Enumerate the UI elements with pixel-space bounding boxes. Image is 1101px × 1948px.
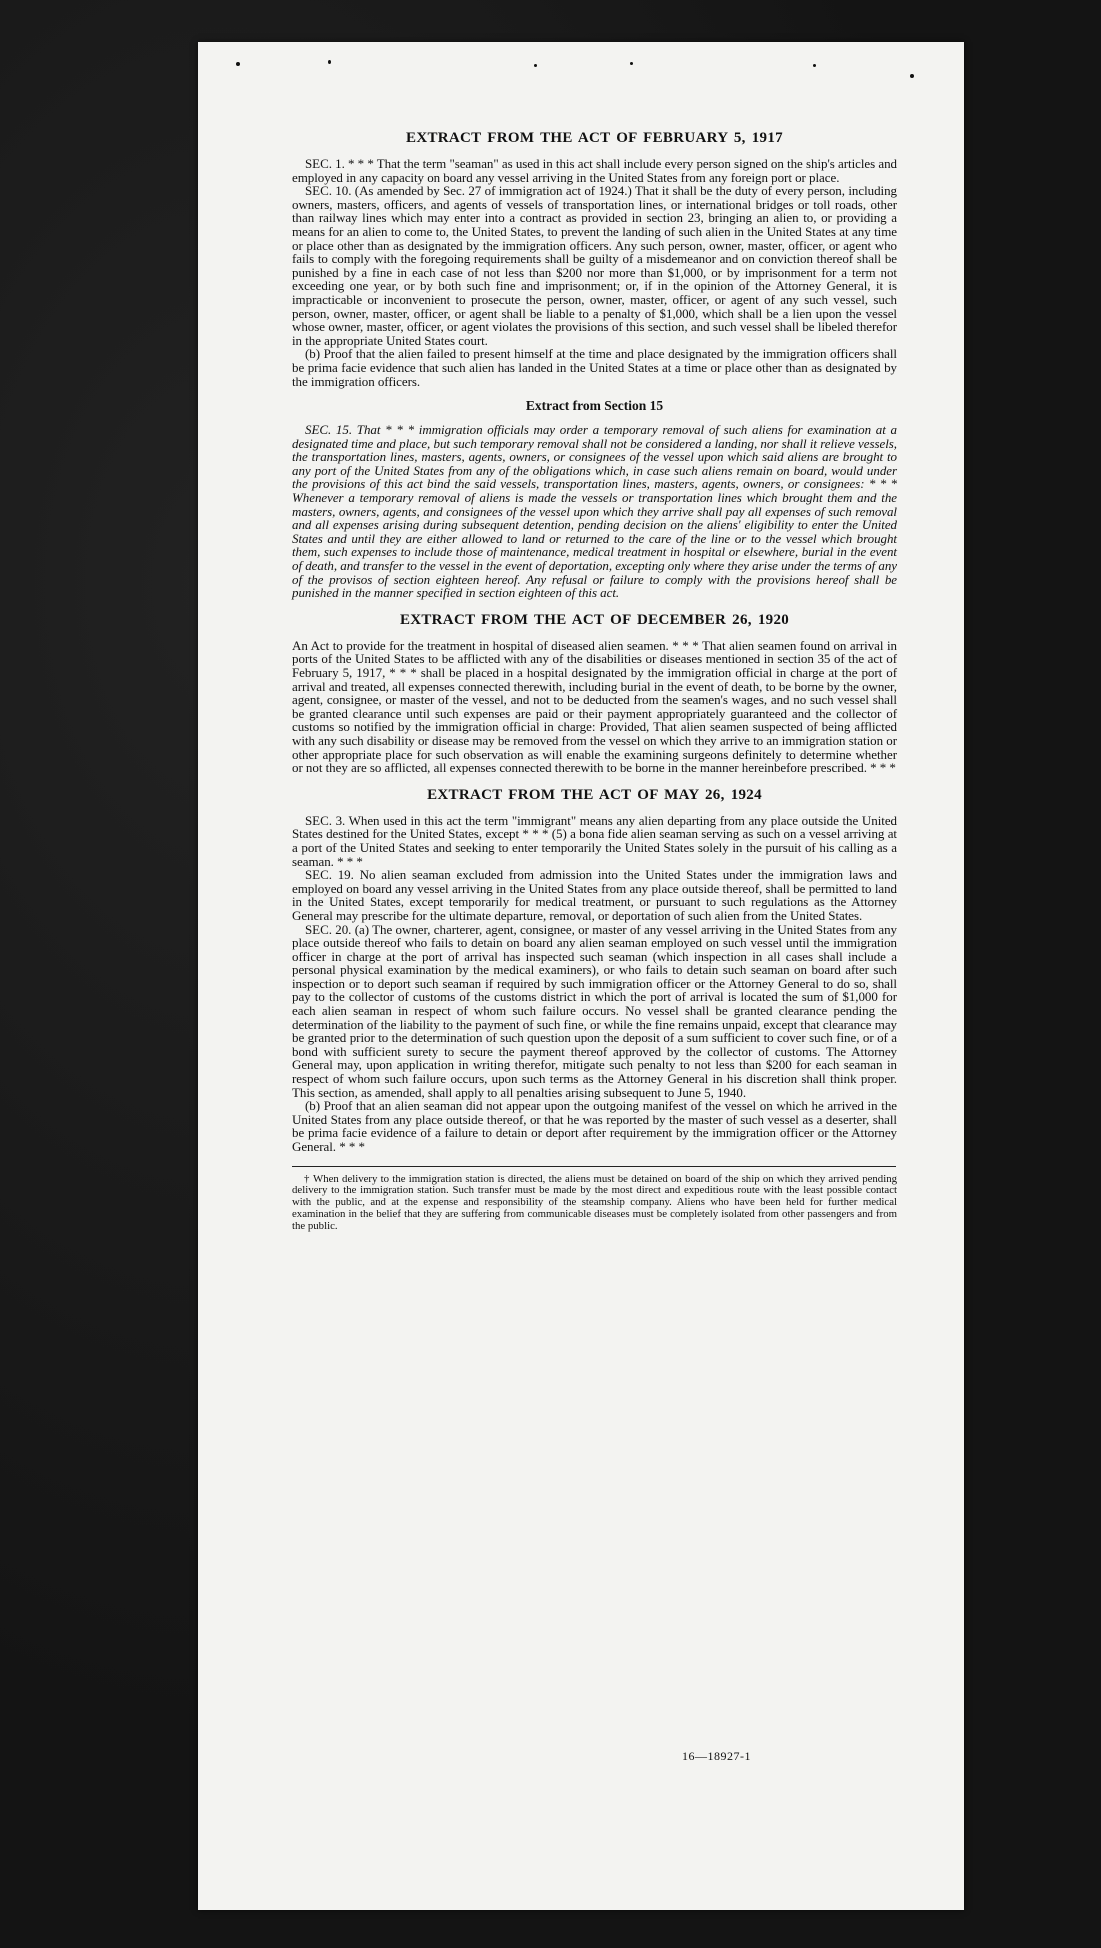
document-number: 16—18927-1: [682, 1749, 751, 1763]
scan-speck: [328, 60, 331, 64]
document-body: [292, 130, 897, 1233]
scan-speck: [534, 64, 537, 67]
paragraph-sec-15: SEC. 15. That * * * immigration officials may order a temporary removal of such aliens for examination at a designated time and place, but such temporary removal shall not be considered a landing, nor shall it relieve vessels, the transportation lines, masters, agents, owners, or consignees of the vessel upon which said aliens are brought to any port of the United States from any of the obligations which, in case such aliens remain on board, would under the provisions of this act bind the said vessels, transportation lines, masters, agents, owners, or consignees: * * * Whenever a temporary removal of aliens is made the vessels or transportation lines which brought them and the masters, owners, agents, and consignees of the vessel upon which they arrive shall pay all expenses of such removal and all expenses arising during subsequent detention, pending decision on the aliens' eligibility to enter the United States and until they are either allowed to land or returned to the care of the line or to the vessel which brought them, such expenses to include those of maintenance, medical treatment in hospital or elsewhere, burial in the event of death, and transfer to the vessel in the event of deportation, excepting only where they arise under the terms of any of the provisos of section eighteen hereof. Any refusal or failure to comply with the provisions hereof shall be punished in the manner specified in section eighteen of this act.: [292, 422, 897, 601]
paragraph-sec-3: SEC. 3. When used in this act the term "immigrant" means any alien departing from any place outside the United States destined for the United States, except * * * (5) a bona fide alien seaman serving as such on a vessel arriving at a port of the United States and seeking to enter temporarily the United States solely in the pursuit of his calling as a seaman. * * *: [292, 812, 897, 869]
section-act-1920: [292, 612, 897, 775]
section-heading: EXTRACT FROM THE ACT OF DECEMBER 26, 1920: [399, 611, 790, 628]
section-heading: EXTRACT FROM THE ACT OF MAY 26, 1924: [427, 786, 762, 803]
section-heading: EXTRACT FROM THE ACT OF FEBRUARY 5, 1917: [406, 130, 783, 146]
scan-speck: [630, 62, 633, 65]
footnote-divider: [292, 1166, 896, 1167]
scan-speck: [236, 62, 240, 66]
section-15-extract: [292, 398, 897, 600]
paragraph-sec-20-b: (b) Proof that an alien seaman did not appear upon the outgoing manifest of the vessel on which he arrived in the United States from any place outside thereof, or that he was reported by the master of such vessel as a deserter, shall be prima facie evidence of a failure to detain or deport after requirement by the immigration officer or the Attorney General. * * *: [292, 1098, 897, 1154]
section-act-1924: [292, 787, 897, 1154]
section-subheading: Extract from Section 15: [525, 398, 664, 414]
spacer: [292, 600, 897, 612]
paragraph-sec-20-a: SEC. 20. (a) The owner, charterer, agent, consignee, or master of any vessel arriving in the United States from any place outside thereof who fails to detain on board any alien seaman employed on such vessel until the immigration officer in charge at the port of arrival has inspected such seaman (which inspection in all cases shall include a personal physical examination by the medical examiners), or who fails to detain such seaman on board after such inspection or to deport such seaman if required by such immigration officer or the Attorney General to do so, shall pay to the collector of customs of the customs district in which the port of arrival is located the sum of $1,000 for each alien seaman in respect of whom such failure occurs. No vessel shall be granted clearance pending the determination of the liability to the payment of such fine, or while the fine remains unpaid, except that clearance may be granted prior to the determination of such question upon the deposit of a sum sufficient to cover such fine, or of a bond with sufficient surety to secure the payment thereof approved by the collector of customs. The Attorney General may, upon application in writing therefor, mitigate such penalty to not less than $200 for each seaman in respect of whom such failure occurs, upon such terms as the Attorney General in his discretion shall think proper. This section, as amended, shall apply to all penalties arising subsequent to June 5, 1940.: [292, 921, 897, 1100]
paragraph-sec-19: SEC. 19. No alien seaman excluded from admission into the United States under the immigration laws and employed on board any vessel arriving in the United States from any place outside thereof, shall be permitted to land in the United States, except temporarily for medical treatment, or pursuant to such regulations as the Attorney General may prescribe for the ultimate departure, removal, or deportation of such alien from the United States.: [292, 867, 897, 923]
document-page: [198, 42, 964, 1910]
paragraph-act-1920: An Act to provide for the treatment in hospital of diseased alien seamen. * * * That alien seamen found on arrival in ports of the United States to be afflicted with any of the disabilities or diseases mentioned in section 35 of the act of February 5, 1917, * * * shall be placed in a hospital designated by the immigration official in charge at the port of arrival and treated, all expenses connected therewith, including burial in the event of death, to be borne by the owner, agent, consignee, or master of the vessel, and not to be deducted from the seamen's wages, and no such vessel shall be granted clearance until such expenses are paid or their payment appropriately guaranteed and the collector of customs so notified by the immigration official in charge: Provided, That alien seamen suspected of being afflicted with any such disability or disease may be removed from the vessel on which they arrive to an immigration station or other appropriate place for such observation as will enable the examining surgeons definitely to determine whether or not they are so afflicted, all expenses connected therewith to be borne in the manner hereinbefore prescribed. * * *: [292, 637, 897, 776]
section-act-1917: [292, 130, 897, 388]
scan-speck: [813, 64, 816, 67]
scan-speck: [910, 74, 914, 78]
paragraph-sec-1: SEC. 1. * * * That the term "seaman" as used in this act shall include every person signed on the ship's articles and employed in any capacity on board any vessel arriving in the United States from any foreign port or place.: [292, 156, 897, 185]
paragraph-sec-10: SEC. 10. (As amended by Sec. 27 of immigration act of 1924.) That it shall be the duty of every person, including owners, masters, officers, and agents of vessels of transportation lines, or international bridges or toll roads, other than railway lines which may enter into a contract as provided in section 23, bringing an alien to, or providing a means for an alien to come to, the United States, to prevent the landing of such alien in the United States at any time or place other than as designated by the immigration officers. Any such person, owner, master, officer, or agent who fails to comply with the foregoing requirements shall be guilty of a misdemeanor and on conviction thereof shall be punished by a fine in each case of not less than $200 nor more than $1,000, or by imprisonment for a term not exceeding one year, or by both such fine and imprisonment; or, if in the opinion of the Attorney General, it is impracticable or inconvenient to prosecute the person, owner, master, officer, or agent of any such vessel, such person, owner, master, officer, or agent shall be liable to a penalty of $1,000, which shall be a lien upon the vessel whose owner, master, officer, or agent violates the provisions of this section, and such vessel shall be libeled therefor in the appropriate United States court.: [292, 183, 897, 348]
footnote: † When delivery to the immigration station is directed, the aliens must be detained on board of the ship on which they arrived pending delivery to the immigration station. Such transfer must be made by the most direct and expeditious route with the least possible contact with the public, and at the expense and responsibility of the steamship company. Aliens who have been held for further medical examination in the belief that they are suffering from communicable diseases must be completely isolated from other passengers and from the public.: [292, 1172, 897, 1232]
paragraph-sec-10-b: (b) Proof that the alien failed to present himself at the time and place designated by the immigration officers shall be prima facie evidence that such alien has landed in the United States at a time or place other than as designated by the immigration officers.: [292, 346, 897, 389]
spacer: [292, 775, 897, 787]
